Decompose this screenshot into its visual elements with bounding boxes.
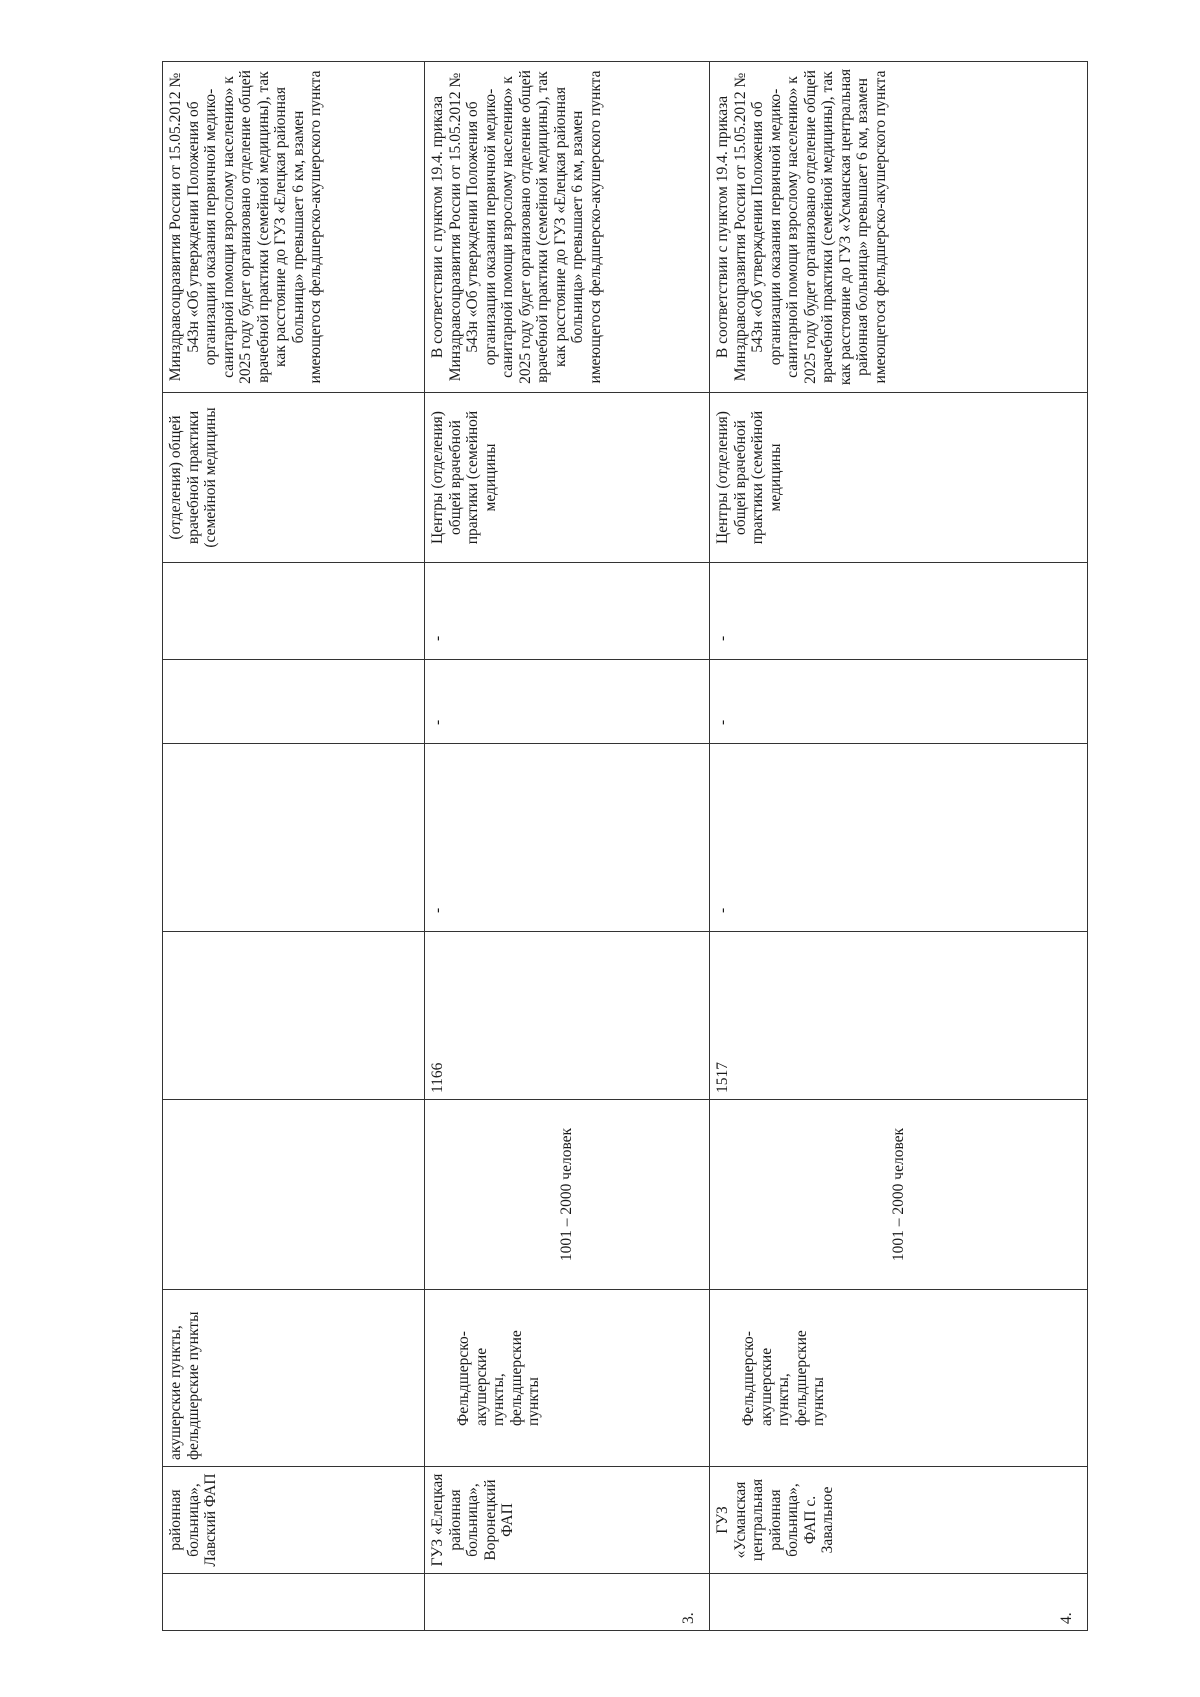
rotated-table-sheet [162, 62, 1087, 1631]
value-cell [163, 660, 425, 744]
value-cell [163, 563, 425, 660]
population-cell: 1517 [710, 932, 1088, 1100]
population-norm-cell [163, 1100, 425, 1290]
justification-cell: В соответствии с пунктом 19.4. приказа Минздравсоцразвития России от 15.05.2012 № 543н «Об утверждении Положения об организации оказания первичной медико-санитарной помощи взрослому населению» к 2025 году будет организовано отделение общей врачебной практики (семейной медицины), так как расстояние до ГУЗ «Елецкая районная больница» превышает 6 км, взамен имеющегося фельдшерско-акушерского пункта [425, 62, 710, 393]
facility-cell: районная больница», Лавский ФАП [163, 1467, 425, 1574]
justification-cell: В соответствии с пунктом 19.4. приказа Минздравсоцразвития России от 15.05.2012 № 543н «Об утверждении Положения об организации оказания первичной медико-санитарной помощи взрослому населению» к 2025 году будет организовано отделение общей врачебной практики (семейной медицины), так как расстояние до ГУЗ «Усманская центральная районная больница» превышает 6 км, взамен имеющегося фельдшерско-акушерского пункта [710, 62, 1088, 393]
population-norm-cell: 1001 – 2000 человек [710, 1100, 1088, 1290]
justification-cell: Минздравсоцразвития России от 15.05.2012 № 543н «Об утверждении Положения об организации оказания первичной медико-санитарной помощи взрослому населению» к 2025 году будет организовано отделение общей врачебной практики (семейной медицины), так как расстояние до ГУЗ «Елецкая районная больница» превышает 6 км, взамен имеющегося фельдшерско-акушерского пункта [163, 62, 425, 393]
row-number [163, 1574, 425, 1631]
new-type-cell: Центры (отделения) общей врачебной практики (семейной медицины [710, 393, 1088, 563]
value-cell [163, 744, 425, 932]
row-number: 4. [710, 1574, 1088, 1631]
population-norm-cell: 1001 – 2000 человек [425, 1100, 710, 1290]
new-type-cell: Центры (отделения) общей врачебной практики (семейной медицины [425, 393, 710, 563]
table-row [710, 62, 1088, 1631]
facilities-table [162, 61, 1088, 1631]
value-cell: - [425, 744, 710, 932]
table-row [425, 62, 710, 1631]
facility-type-cell: Фельдшерско-акушерские пункты, фельдшерские пункты [710, 1290, 1088, 1467]
value-cell: - [710, 744, 1088, 932]
population-cell [163, 932, 425, 1100]
facility-type-cell: акушерские пункты, фельдшерские пункты [163, 1290, 425, 1467]
new-type-cell: (отделения) общей врачебной практики (семейной медицины [163, 393, 425, 563]
facility-cell: ГУЗ «Усманская центральная районная больница», ФАП с. Завальное [710, 1467, 1088, 1574]
value-cell: - [710, 660, 1088, 744]
table-row [163, 62, 425, 1631]
facility-cell: ГУЗ «Елецкая районная больница», Воронецкий ФАП [425, 1467, 710, 1574]
value-cell: - [425, 563, 710, 660]
value-cell: - [425, 660, 710, 744]
value-cell: - [710, 563, 1088, 660]
population-cell: 1166 [425, 932, 710, 1100]
row-number: 3. [425, 1574, 710, 1631]
facility-type-cell: Фельдшерско-акушерские пункты, фельдшерские пункты [425, 1290, 710, 1467]
